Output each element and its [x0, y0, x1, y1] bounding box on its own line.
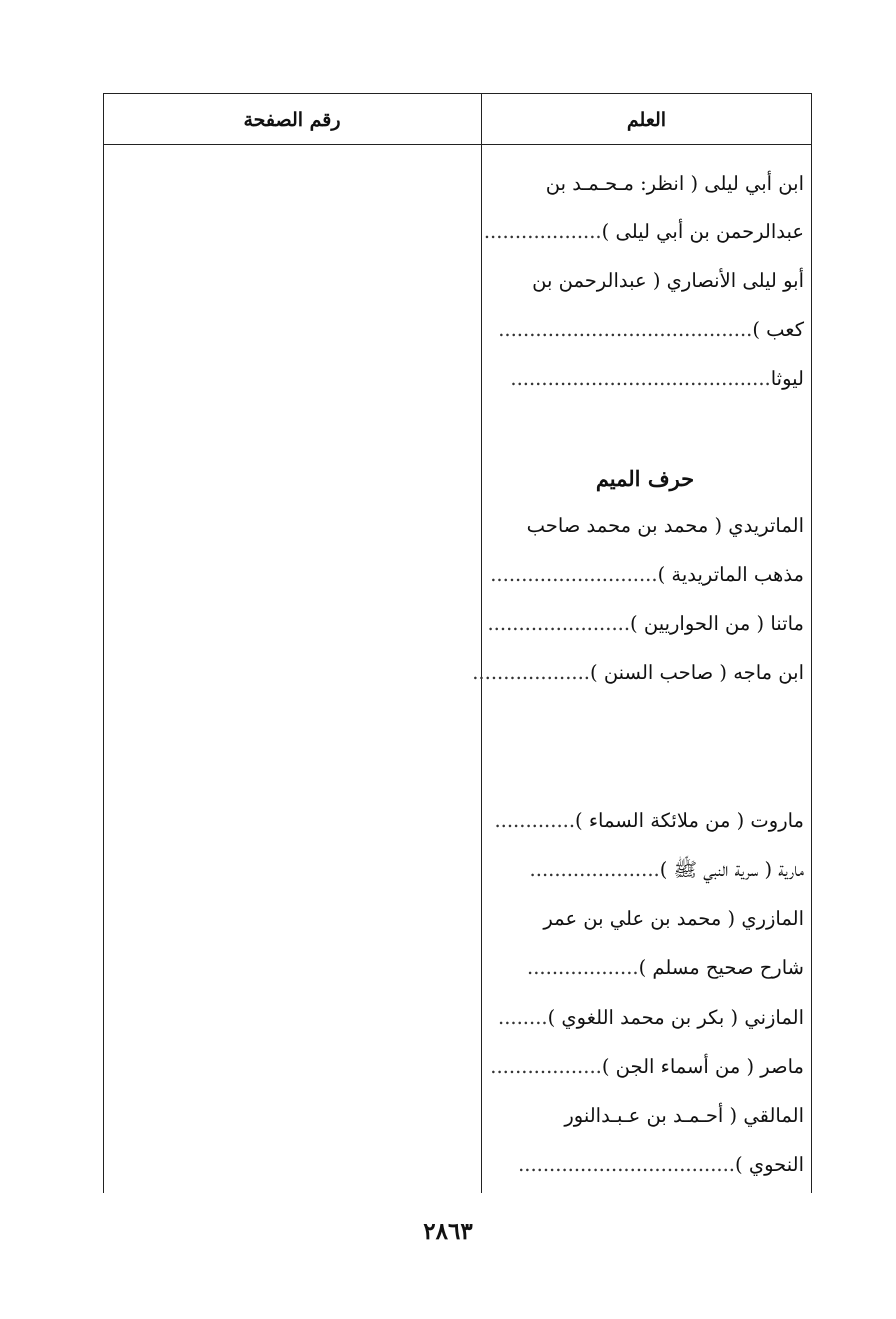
entry-name: ماتنا ( من الحواريين )....................... — [487, 612, 804, 635]
column-divider — [481, 93, 482, 1193]
entry-name: ابن ماجه ( صاحب السنن )................... — [472, 661, 804, 684]
entry-name: أبو ليلى الأنصاري ( عبدالرحمن بن — [532, 269, 804, 292]
entry-name: مارية ( سرية النبي ﷺ )..................... — [529, 858, 804, 881]
page-number: ٢٨٦٣ — [423, 1218, 473, 1245]
entry-name: المالقي ( أحـمـد بن عـبـدالنور — [564, 1104, 804, 1127]
page-column-header: رقم الصفحة — [243, 109, 341, 131]
entry-name: شارح صحيح مسلم ).................. — [527, 956, 804, 979]
entry-name: ليوثا.......................................... — [510, 367, 804, 390]
section-title: حرف الميم — [595, 466, 695, 491]
entry-name: مذهب الماتريدية )........................... — [490, 563, 804, 586]
entry-name: النحوي )................................... — [518, 1153, 804, 1176]
entry-name: الماتريدي ( محمد بن محمد صاحب — [526, 514, 804, 537]
entry-name: عبدالرحمن بن أبي ليلى )................... — [483, 220, 804, 243]
entry-name: ماصر ( من أسماء الجن ).................. — [490, 1055, 804, 1078]
entry-name: ابن أبي ليلى ( انظر: مـحـمـد بن — [545, 172, 804, 195]
entry-name: كعب )......................................... — [498, 318, 804, 341]
entry-name: ماروت ( من ملائكة السماء )............. — [494, 809, 804, 832]
table-header — [103, 93, 812, 145]
name-column-header: العلم — [626, 109, 667, 131]
entry-name: المازني ( بكر بن محمد اللغوي )........ — [498, 1006, 804, 1029]
entry-name: المازري ( محمد بن علي بن عمر — [543, 907, 804, 930]
